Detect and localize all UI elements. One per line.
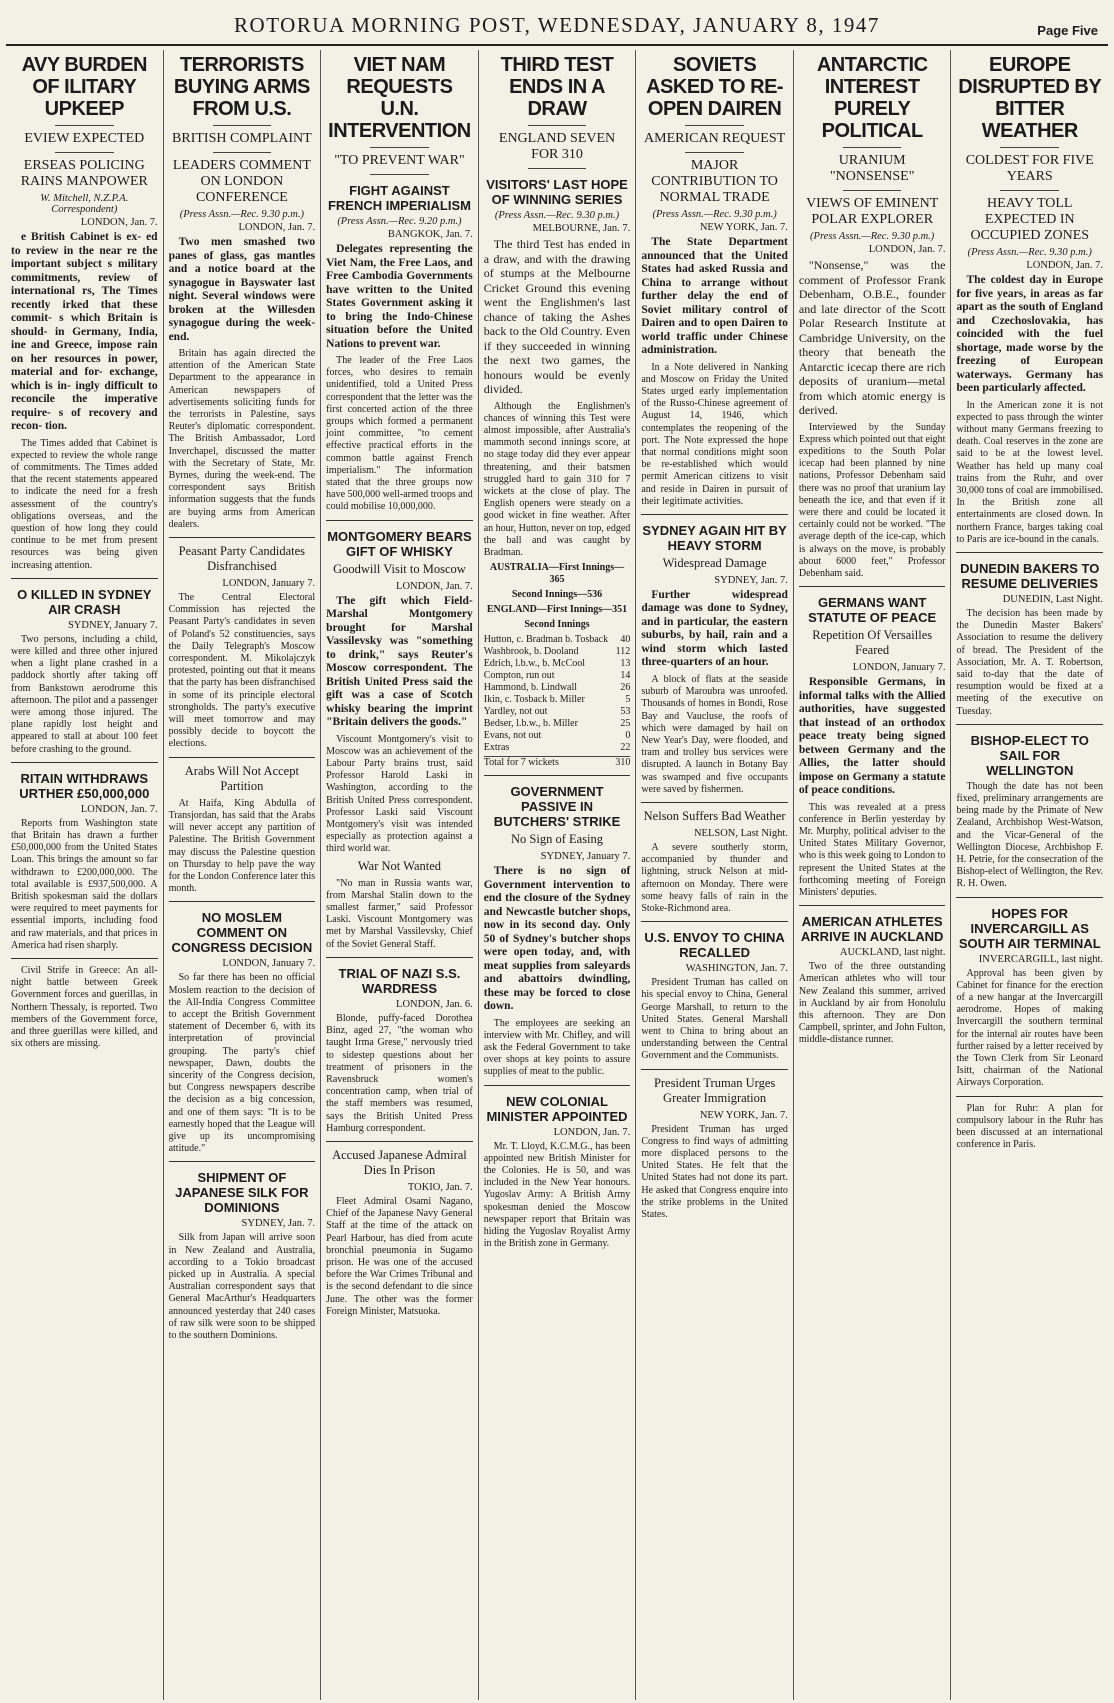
story-headline: SHIPMENT OF JAPANESE SILK FOR DOMINIONS — [175, 1170, 309, 1216]
story-headline: Accused Japanese Admiral Dies In Prison — [332, 1147, 467, 1177]
columns — [6, 50, 1108, 1700]
score-row — [484, 742, 631, 754]
story-headline: SYDNEY AGAIN HIT BY HEAVY STORM — [642, 522, 787, 553]
dateline: LONDON, Jan. 7. — [553, 1126, 631, 1138]
batsman: Hammond, b. Lindwall — [483, 682, 578, 694]
lead-paragraph: The third Test has ended in a draw, and with the drawing of stumps at the Melbourne Cricket Ground this evening went the Englishmen's last chance of taking the Ashes back to the Old Country. Even if they succeeded in winning the next two games, the honours would be evenly divided. — [483, 237, 631, 396]
subhead: COLDEST FOR FIVE YEARS — [965, 153, 1094, 184]
dateline: SYDNEY, January 7. — [540, 851, 631, 863]
runs: 112 — [615, 646, 631, 658]
headline: THIRD TEST ENDS IN A DRAW — [500, 54, 614, 120]
body-paragraph: In a Note delivered in Nanking and Moscow on Friday the United States urged early implementation of the Russo-Chinese agreement of August 14, 1946, which contemplates the reopening of the port. The Note expressed the hope that normal conditions might soon be re-established which would permit American citizens to visit and reside in Dairen in pursuit of their legitimate activities. — [641, 361, 788, 507]
dateline: DUNEDIN, Last Night. — [1002, 593, 1104, 605]
body-paragraph: Britain has again directed the attention of the American State Department to the appearance in American newspapers of advertisements soliciting funds for the terrorists in Palestine, says Reuter's diplomatic correspondent. The British Ambassador, Lord Inverchapel, discussed the matter with the Secretary of State, Mr. Byrnes, during the week-end. The correspondent says British information suggests that the funds are buying arms from American dealers. — [168, 348, 316, 530]
dateline: LONDON, January 7. — [222, 958, 316, 970]
column-6 — [794, 50, 952, 1700]
story-headline: HOPES FOR INVERCARGILL AS SOUTH AIR TERMINAL — [958, 905, 1101, 951]
body-paragraph: The employees are seeking an interview with Mr. Chifley, and will ask the Federal Government to take over shops at key points to assure supplies of meat to the public. — [483, 1017, 631, 1078]
deck: LEADERS COMMENT ON LONDON CONFERENCE — [172, 158, 311, 205]
dateline: BANGKOK, Jan. 7. — [387, 229, 473, 240]
batsman: Hutton, c. Bradman b. Tosback — [483, 634, 609, 646]
dateline: WASHINGTON, Jan. 7. — [685, 963, 788, 975]
body-paragraph: Mr. T. Lloyd, K.C.M.G., has been appointed new British Minister for the Colonies. He is 50, and was included in the New Year honours. Yugoslav Army: A British Army spokesman denied the Moscow newspaper report that Britain was hiding the Yugoslav Royalist Army in the British zone in Germany. — [483, 1140, 631, 1250]
dateline: NELSON, Last Night. — [693, 827, 788, 839]
score-rows — [484, 634, 631, 754]
story-headline: GERMANS WANT STATUTE OF PEACE — [808, 595, 937, 626]
batsman: Compton, run out — [483, 670, 555, 682]
story-deck: No Sign of Easing — [511, 832, 604, 847]
deck: MAJOR CONTRIBUTION TO NORMAL TRADE — [651, 158, 778, 205]
dateline: SYDNEY, Jan. 7. — [241, 1218, 316, 1230]
lead-paragraph: Responsible Germans, in informal talks with the Allied authorities, have suggested that instead of an orthodox peace treaty being signed between Germany and the Allies, the latter should impose on Germany a statute of peace conditions. — [798, 676, 946, 797]
byline: W. Mitchell, N.Z.P.A. Correspondent) — [40, 193, 129, 215]
body-paragraph: The leader of the Free Laos forces, who desires to remain unidentified, told a United Press correspondent that the letter was the first concerted action of the three groups which formed a permanent joint committee, "to cement effective practical efforts in the common battle against French imperialism." The information stated that the three groups now have 500,000 well-armed troops and could mobilise 10,000,000. — [326, 355, 473, 513]
runs: 13 — [620, 658, 631, 670]
masthead-title: ROTORUA MORNING POST, WEDNESDAY, JANUARY 8, 1947 — [234, 13, 880, 37]
story-deck: Repetition Of Versailles Feared — [812, 628, 933, 658]
subhead: "TO PREVENT WAR" — [334, 153, 465, 168]
lead-paragraph: The gift which Field-Marshal Montgomery brought for Marshal Vassilevsky was "something to drink," says Reuter's Moscow correspondent. The British United Press said the gift was a case of Scotch whisky bearing the imprint "Britain delivers the goods." — [326, 594, 473, 729]
runs: 5 — [625, 694, 631, 706]
story-deck: Goodwill Visit to Moscow — [333, 561, 466, 576]
subhead: EVIEW EXPECTED — [24, 131, 145, 146]
body-paragraph: President Truman has called on his special envoy to China, General George Marshall, to return to the United States. General Marshall went to China to bring about an understanding between the Central Government and the Communists. — [641, 977, 788, 1062]
score-total: Total for 7 wickets 310 — [483, 757, 631, 769]
lead-paragraph: There is no sign of Government intervention to end the closure of the Sydney and Newcastle butcher shops, now in its second day. Only 50 of Sydney's butcher shops were open today, and, with meat supplies from saleyards and abattoirs dwindling, these may be forced to close down. — [483, 865, 631, 1013]
batsman: Yardley, not out — [483, 706, 548, 718]
dateline: SYDNEY, Jan. 7. — [714, 574, 788, 586]
story-headline: GOVERNMENT PASSIVE IN BUTCHERS' STRIKE — [493, 784, 621, 830]
story-headline: TRIAL OF NAZI S.S. WARDRESS — [338, 965, 461, 996]
story-headline: BISHOP-ELECT TO SAIL FOR WELLINGTON — [970, 732, 1089, 778]
dateline: LONDON, Jan. 7. — [396, 580, 473, 592]
dateline: LONDON, January 7. — [852, 662, 946, 674]
subhead: AMERICAN REQUEST — [644, 131, 786, 146]
dateline: LONDON, Jan. 7. — [80, 803, 158, 815]
body-paragraph: Blonde, puffy-faced Dorothea Binz, aged 27, "the woman who taught Irma Grese," nervously tried to sidestep questions about her treatment of prisoners in the Ravensbruck women's concentration camp, when trial of the staff members was resumed, says the British United Press Hamburg correspondent. — [326, 1012, 473, 1134]
score-title: ENGLAND—First Innings—351 — [486, 604, 628, 616]
body-paragraph: A severe southerly storm, accompanied by thunder and lightning, struck Nelson at mid-afternoon on Monday. There were some heavy falls of rain in the Stoke-Richmond area. — [641, 841, 788, 914]
runs: 40 — [620, 634, 631, 646]
body-paragraph: Civil Strife in Greece: An all-night battle between Greek Government forces and guerillas, in Northern Thessaly, is reported. Two members of the Government force, and three guerillas were killed, and six others are missing. — [11, 965, 158, 1050]
runs: 22 — [620, 742, 631, 754]
story-headline: MONTGOMERY BEARS GIFT OF WHISKY — [327, 528, 472, 559]
story-subhead: War Not Wanted — [357, 858, 442, 873]
story-headline: U.S. ENVOY TO CHINA RECALLED — [644, 930, 785, 961]
score-row — [484, 706, 631, 718]
lead-paragraph: The coldest day in Europe for five years, in areas as far apart as the south of England and Czechoslovakia, has coincided with the fuel shortage, made worse by the freezing of European waterways. Germany has been particularly affected. — [956, 274, 1104, 394]
score-row — [484, 718, 631, 730]
body-paragraph: Fleet Admiral Osami Nagano, Chief of the Japanese Navy General Staff at the time of the attack on Pearl Harbour, has died from acute bronchial pneumonia in Sugamo prison. He was one of the accused before the War Crimes Tribunal and is the second defendant to die since June. The other was the former Foreign Minister, Matsuoka. — [326, 1195, 473, 1317]
body-paragraph: Viscount Montgomery's visit to Moscow was an achievement of the Labour Party brains trust, said Professor Harold Laski in Washington, according to the British United Press correspondent. Professor Laski said Viscount Montgomery's visit was intended especially as protection against a third world war. — [326, 733, 473, 855]
masthead — [6, 0, 1108, 46]
subhead: ENGLAND SEVEN FOR 310 — [498, 131, 616, 162]
byline: (Press Assn.—Rec. 9.20 p.m.) — [337, 216, 462, 227]
body-paragraph: Two of the three outstanding American athletes who will tour New Zealand this summer, arrived in Auckland by air from Honolulu this afternoon. They are Don Campbell, sprinter, and John Fulton, middle-distance runner. — [798, 961, 946, 1046]
subhead: BRITISH COMPLAINT — [172, 131, 312, 146]
body-paragraph: The Times added that Cabinet is expected to review the whole range of commitments. The Times added that the recent statements appeared to indicate the need for a fresh assessment of the country's obligations overseas, and the question of how long they could continue to be met from present resources was being given increasing attention. — [11, 437, 158, 571]
page-number: Page Five — [1037, 23, 1098, 38]
body-paragraph: The Central Electoral Commission has rejected the Peasant Party's candidates in seven of Poland's 52 constituencies, says the Daily Telegraph's Moscow correspondent. M. Mikolajczyk protested, pointing out that it means that the party has been disfranchised in some of its principle electoral strongholds. The party's executive will meet tomorrow and may possibly decide to boycott the elections. — [168, 592, 316, 750]
batsman: Bedser, l.b.w., b. Miller — [483, 718, 578, 730]
runs: 53 — [620, 706, 631, 718]
dateline: MELBOURNE, Jan. 7. — [532, 223, 631, 234]
column-3 — [321, 50, 479, 1700]
headline: AVY BURDEN OF ILITARY UPKEEP — [21, 54, 147, 120]
batsman: Extras — [483, 742, 510, 754]
story-deck: Widespread Damage — [662, 555, 767, 570]
lead-paragraph: "Nonsense," was the comment of Professor Frank Debenham, O.B.E., founder and late director of the Scott Polar Research Institute at Cambridge University, on the theory that beneath the Antarctic icecap there are rich deposits of uranium—metal from which atomic energy is derived. — [798, 258, 946, 417]
story-headline: Arabs Will Not Accept Partition — [184, 763, 299, 793]
lead-paragraph: e British Cabinet is ex- ed to review in the near re the important subject s military commitments, review of international rs, The Times recently irked that these commit- s which Britain is should- in Germany, India, ine and Greece, impose rain on her resources in power, material and for- exchange, which is in- ingly difficult to reconcile the imperative require- s of recovery and recon- tion. — [11, 231, 158, 432]
score-row — [484, 658, 631, 670]
body-paragraph: Plan for Ruhr: A plan for compulsory labour in the Ruhr has been discussed at an international conference in Paris. — [956, 1102, 1104, 1151]
body-paragraph: The decision has been made by the Dunedin Master Bakers' Association to resume the delivery of bread. The President of the Association, Mr. A. T. Robertson, said to-day that the date of resumption would be fixed at a meeting of the executive on Tuesday. — [956, 607, 1104, 717]
body-paragraph: Approval has been given by Cabinet for finance for the erection of a new hangar at the Invercargill aerodrome. Hopes of making Invercargill the southern terminal for the internal air routes have been further raised by a letter received by the Town Clerk from Sir Leonard Isitt, chairman of the National Airways Corporation. — [956, 967, 1104, 1089]
dateline: NEW YORK, Jan. 7. — [699, 222, 788, 233]
runs: 26 — [620, 682, 631, 694]
score-title: Second Innings — [524, 619, 590, 631]
deck: VIEWS OF EMINENT POLAR EXPLORER — [806, 196, 939, 227]
column-2 — [164, 50, 322, 1700]
score-title: AUSTRALIA—First Innings—365 — [489, 562, 625, 586]
body-paragraph: "No man in Russia wants war, from Marshal Stalin down to the smallest farmer," said Professor Laski. Viscount Montgomery was met by Marshal Vassilevsky, Chief of the Soviet General Staff. — [326, 877, 473, 950]
batsman: Ikin, c. Tosback b. Miller — [483, 694, 585, 706]
lead-paragraph: Delegates representing the Viet Nam, the Free Laos, and Free Cambodia Governments have written to the United States Government asking it to bring the Indo-Chinese situation before the United Nations to prevent war. — [326, 243, 473, 350]
score-title: Second Innings—536 — [511, 589, 603, 601]
dateline: LONDON, Jan. 6. — [396, 998, 473, 1010]
subhead: URANIUM "NONSENSE" — [829, 153, 915, 184]
batsman: Evans, not out — [483, 730, 542, 742]
story-headline: Nelson Suffers Bad Weather — [643, 808, 786, 823]
body-paragraph: This was revealed at a press conference in Berlin yesterday by Mr. Murphy, political adviser to the United States Military Governor, who is this week going to London to represent the United States at the forthcoming meeting of Foreign Ministers' deputies. — [798, 801, 946, 899]
column-5 — [636, 50, 794, 1700]
story-headline: NO MOSLEM COMMENT ON CONGRESS DECISION — [171, 910, 313, 956]
score-row — [484, 634, 631, 646]
lead-paragraph: The State Department announced that the United States had asked Russia and China to arrange without further delay the end of Soviet military control of Dairen and to open Dairen to world traffic under Chinese administration. — [641, 236, 788, 356]
score-row — [484, 646, 631, 658]
column-4 — [479, 50, 637, 1700]
dateline: LONDON, Jan. 7. — [1026, 260, 1104, 271]
headline: EUROPE DISRUPTED BY BITTER WEATHER — [958, 54, 1102, 142]
headline: VIET NAM REQUESTS U.N. INTERVENTION — [328, 54, 471, 142]
batsman: Washbrook, b. Dooland — [483, 646, 579, 658]
story-headline: AMERICAN ATHLETES ARRIVE IN AUCKLAND — [800, 914, 944, 945]
body-paragraph: Interviewed by the Sunday Express which pointed out that eight expeditions to the South Polar icecap had been planned by nine nations, Professor Debenham said there was no proof that uranium lay beneath the ice, and that even if it were there and could be located it certainly could not be worked. "The average depth of the ice-cap, which is always on the move, is probably about 6000 feet," Professor Debenham said. — [798, 421, 946, 579]
lead-paragraph: Further widespread damage was done to Sydney, and in particular, the eastern suburbs, by hail, rain and a wind storm which lasted three-quarters of an hour. — [641, 588, 788, 669]
byline: (Press Assn.—Rec. 9.30 p.m.) — [967, 247, 1092, 258]
column-7 — [951, 50, 1108, 1700]
scoreboard — [484, 562, 631, 769]
body-paragraph: At Haifa, King Abdulla of Transjordan, has said that the Arabs will never accept any partition of Palestine. The British Government may discuss the Palestine question on Thursday to help pave the way for the London Conference later this month. — [168, 797, 316, 895]
score-row — [484, 682, 631, 694]
lead-paragraph: Two men smashed two panes of glass, gas mantles and a notice board at the synagogue in Bayswater last night. Several windows were broken at the Willesden synagogue during the week-end. — [168, 236, 316, 343]
runs: 25 — [620, 718, 631, 730]
headline: TERRORISTS BUYING ARMS FROM U.S. — [173, 54, 310, 120]
byline: (Press Assn.—Rec. 9.30 p.m.) — [494, 210, 620, 221]
byline: (Press Assn.—Rec. 9.30 p.m.) — [652, 209, 777, 220]
dateline: NEW YORK, Jan. 7. — [699, 1109, 788, 1121]
dateline: SYDNEY, January 7. — [67, 619, 158, 631]
body-paragraph: In the American zone it is not expected to pass through the winter without many Germans freezing to death. Coal reserves in the zone are said to be at the lowest level. Weather has held up many coal trains from the Ruhr, and over 30,000 tons of coal are immobilised. In the British zone all entertainments are closed down. In northern France, barges taking coal to Paris are ice-bound in the canals. — [956, 399, 1104, 545]
deck: ERSEAS POLICING RAINS MANPOWER — [20, 158, 148, 189]
score-row — [484, 670, 631, 682]
score-row — [484, 694, 631, 706]
runs: 14 — [620, 670, 631, 682]
story-headline: President Truman Urges Greater Immigration — [653, 1075, 776, 1105]
story-headline: O KILLED IN SYDNEY AIR CRASH — [17, 586, 152, 617]
body-paragraph: Though the date has not been fixed, preliminary arrangements are being made by the Primate of New Zealand, Archbishop West-Watson, and the Vicar-General of the Wellington Diocese, Archbishop F. H. Petrie, for the consecration of the Bishop-elect of Wellington, the Rev. R. H. Owen. — [956, 780, 1104, 890]
batsman: Edrich, l.b.w., b. McCool — [483, 658, 586, 670]
deck: VISITORS' LAST HOPE OF WINNING SERIES — [486, 177, 628, 207]
dateline: LONDON, January 7. — [222, 578, 316, 590]
body-paragraph: Silk from Japan will arrive soon in New Zealand and Australia, according to a Tokio broadcast picked up in Australia. A special Australian correspondent says that General MacArthur's Headquarters announced yesterday that 240 cases of raw silk were soon to be shipped to the southern Dominions. — [168, 1232, 316, 1341]
column-1 — [6, 50, 164, 1700]
story-headline: DUNEDIN BAKERS TO RESUME DELIVERIES — [960, 560, 1100, 591]
dateline: LONDON, Jan. 7. — [868, 244, 946, 255]
byline: (Press Assn.—Rec. 9.30 p.m.) — [179, 209, 304, 220]
dateline: INVERCARGILL, last night. — [978, 953, 1104, 965]
body-paragraph: So far there has been no official Moslem reaction to the decision of the All-India Congress Committee to accept the British Government statement of December 6, with its interpretation of provincial grouping. The party's chief newspaper, Dawn, doubts the sincerity of the Congress decision, but Congress newspapers describe the decision as a big concession, and one of them says: "It is to be earnestly hoped that the League will give up its uncompromising attitude." — [168, 972, 316, 1155]
story-headline: Peasant Party Candidates Disfranchised — [178, 544, 306, 574]
dateline: LONDON, Jan. 7. — [238, 222, 316, 233]
dateline: AUCKLAND, last night. — [839, 947, 946, 959]
byline: (Press Assn.—Rec. 9.30 p.m.) — [810, 231, 935, 242]
deck: HEAVY TOLL EXPECTED IN OCCUPIED ZONES — [970, 196, 1090, 243]
story-headline: RITAIN WITHDRAWS URTHER £50,000,000 — [19, 770, 150, 801]
body-paragraph: Although the Englishmen's chances of winning this Test were almost impossible, after Australia's mammoth second innings score, at no stage today did they ever appear threatening, and their batsmen struggled hard to gain 310 for 7 wickets at the close of play. The English openers were steady on a good wicket in fine weather. After an hour, Hutton, never on top, edged the ball and was caught by Bradman. — [483, 400, 631, 558]
headline: ANTARCTIC INTEREST PURELY POLITICAL — [816, 54, 928, 142]
body-paragraph: President Truman has urged Congress to find ways of admitting more displaced persons to the United States. He felt that the United States had not done its part. He asked that Congress enquire into the strike problems in the United States. — [641, 1123, 788, 1221]
deck: FIGHT AGAINST FRENCH IMPERIALISM — [327, 183, 471, 213]
runs: 0 — [625, 730, 631, 742]
story-headline: NEW COLONIAL MINISTER APPOINTED — [486, 1093, 628, 1124]
dateline: TOKIO, Jan. 7. — [407, 1181, 473, 1193]
body-paragraph: A block of flats at the seaside suburb of Maroubra was unroofed. Thousands of homes in Bondi, Rose Bay and Vaucluse, the roofs of which were damaged by hail on New Year's Day, were flooded, and tram and trolley bus services were disrupted. A launch in Botany Bay was swamped and five occupants were saved by fishermen. — [641, 673, 788, 795]
body-paragraph: Reports from Washington state that Britain has drawn a further £50,000,000 from the United States Loan. This brings the amount so far withdrawn to £200,000,000. The total available is £937,500,000. A British spokesman said the dollars were required to meet payments for essential imports, including food and raw materials, and that prices in America had risen sharply. — [11, 817, 158, 951]
body-paragraph: Two persons, including a child, were killed and three other injured when a light plane crashed in a paddock shortly after taking off from Bankstown aerodrome this afternoon. The pilot and a passenger were among those injured. The plane rapidly lost height and appeared to stall at about 100 feet before crashing to the ground. — [11, 633, 158, 755]
dateline: LONDON, Jan. 7. — [80, 217, 158, 228]
score-row — [484, 730, 631, 742]
headline: SOVIETS ASKED TO RE-OPEN DAIREN — [646, 54, 784, 120]
